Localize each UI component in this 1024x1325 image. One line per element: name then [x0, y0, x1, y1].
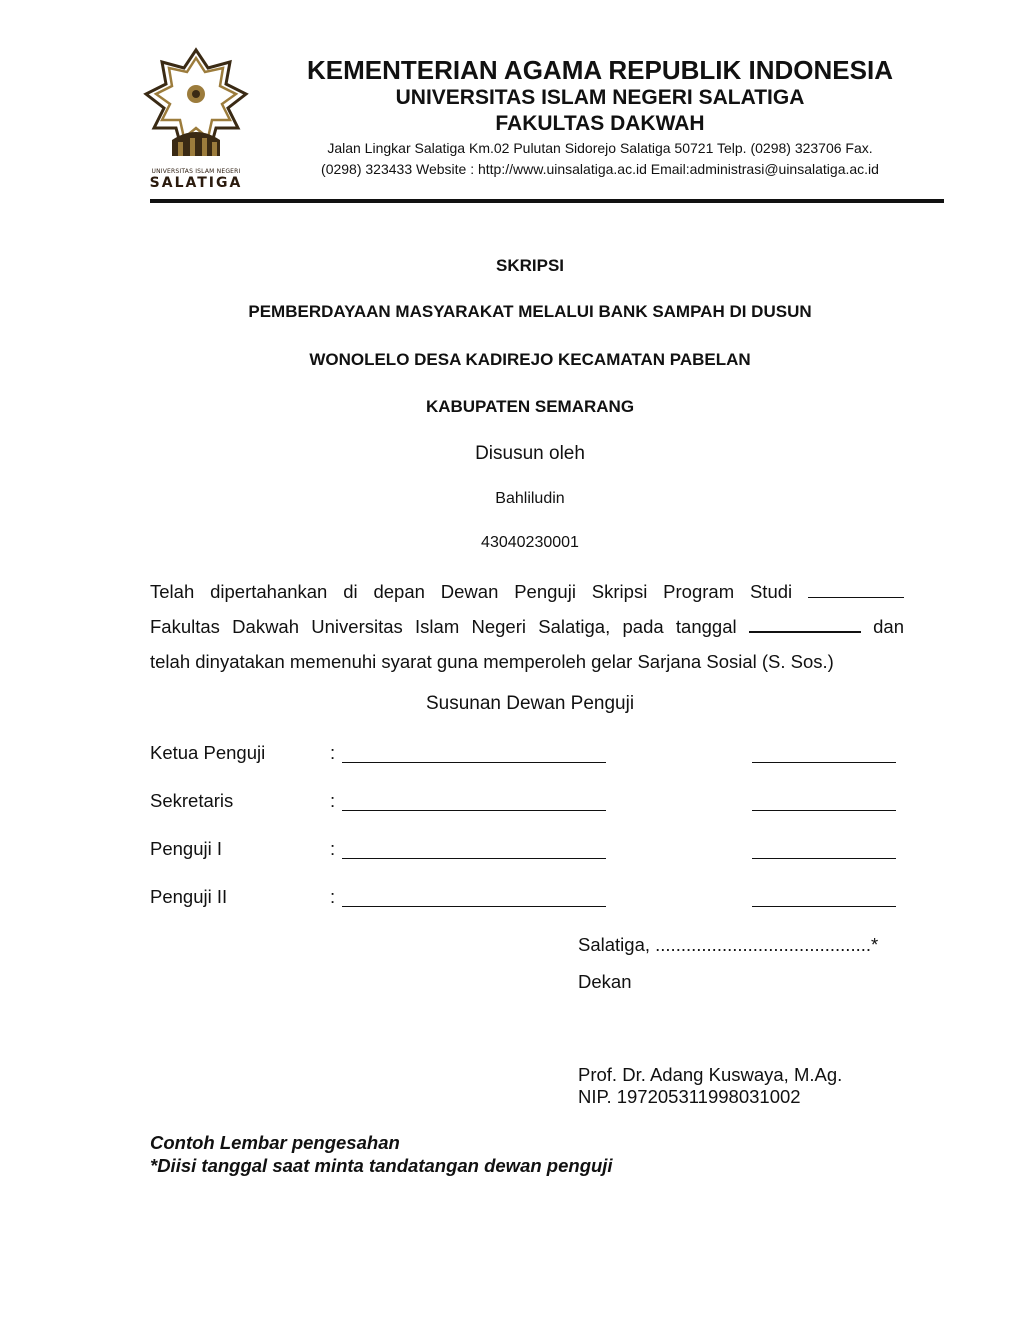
examiner-row-chair — [150, 742, 910, 772]
examiner-row-examiner-2 — [150, 886, 910, 916]
statement-line-2-before: Fakultas Dakwah Universitas Islam Negeri Salatiga, pada tanggal — [150, 616, 737, 637]
compiled-by-label: Disusun oleh — [475, 443, 585, 464]
title-line-3: KABUPATEN SEMARANG — [425, 397, 635, 416]
statement-line-1 — [150, 574, 904, 609]
role-separator: : — [330, 790, 336, 811]
ministry-name: KEMENTERIAN AGAMA REPUBLIK INDONESIA — [307, 55, 893, 85]
role-separator: : — [330, 742, 336, 763]
statement-line-1-text: Telah dipertahankan di depan Dewan Penguji Skripsi Program Studi — [150, 581, 793, 602]
name-line — [342, 810, 606, 811]
place-and-date: Salatiga, ..........................................* — [578, 934, 879, 955]
signer-nip: NIP. 197205311998031002 — [578, 1086, 801, 1107]
document-type: SKRIPSI — [495, 256, 565, 275]
logo-caption-city: SALATIGA — [149, 175, 243, 191]
author-id: 43040230001 — [481, 534, 579, 551]
examiner-role: Penguji II — [150, 886, 228, 907]
faculty-name: FAKULTAS DAKWAH — [495, 112, 705, 135]
study-program-blank — [808, 581, 904, 598]
note-date-instruction: *Diisi tanggal saat minta tandatangan dewan penguji — [150, 1155, 613, 1176]
role-separator: : — [330, 838, 336, 859]
name-line — [342, 858, 606, 859]
university-logo — [128, 44, 264, 194]
letterhead-text — [280, 55, 920, 179]
signature-line — [752, 858, 896, 859]
examiner-role: Penguji I — [150, 838, 222, 859]
examiner-role: Sekretaris — [150, 790, 234, 811]
examiner-row-secretary — [150, 790, 910, 820]
note-example-label: Contoh Lembar pengesahan — [150, 1132, 400, 1153]
signature-line — [752, 762, 896, 763]
title-line-1: PEMBERDAYAAN MASYARAKAT MELALUI BANK SAMPAH DI DUSUN — [248, 302, 812, 321]
letterhead-divider — [150, 199, 944, 203]
title-line-2: WONOLELO DESA KADIREJO KECAMATAN PABELAN — [309, 350, 751, 369]
defense-statement — [150, 574, 904, 679]
examiner-role: Ketua Penguji — [150, 742, 266, 763]
signer-position: Dekan — [578, 971, 632, 992]
statement-line-2 — [150, 609, 904, 644]
defense-date-blank — [749, 615, 861, 633]
signature-line — [752, 810, 896, 811]
address-line-1: Jalan Lingkar Salatiga Km.02 Pulutan Sidorejo Salatiga 50721 Telp. (0298) 323706 Fax. — [327, 140, 873, 156]
board-heading: Susunan Dewan Penguji — [425, 693, 635, 714]
logo-caption-university: UNIVERSITAS ISLAM NEGERI — [151, 168, 241, 175]
uin-salatiga-emblem-icon — [128, 44, 264, 168]
role-separator: : — [330, 886, 336, 907]
author-name: Bahliludin — [495, 490, 565, 507]
name-line — [342, 906, 606, 907]
signer-name: Prof. Dr. Adang Kuswaya, M.Ag. — [578, 1064, 843, 1085]
statement-line-3: telah dinyatakan memenuhi syarat guna memperoleh gelar Sarjana Sosial (S. Sos.) — [150, 651, 834, 672]
name-line — [342, 762, 606, 763]
address-line-2: (0298) 323433 Website : http://www.uinsalatiga.ac.id Email:administrasi@uinsalatiga.ac.id — [321, 161, 879, 177]
statement-line-2-after: dan — [873, 616, 905, 637]
signature-line — [752, 906, 896, 907]
examiner-row-examiner-1 — [150, 838, 910, 868]
university-name: UNIVERSITAS ISLAM NEGERI SALATIGA — [395, 86, 805, 109]
